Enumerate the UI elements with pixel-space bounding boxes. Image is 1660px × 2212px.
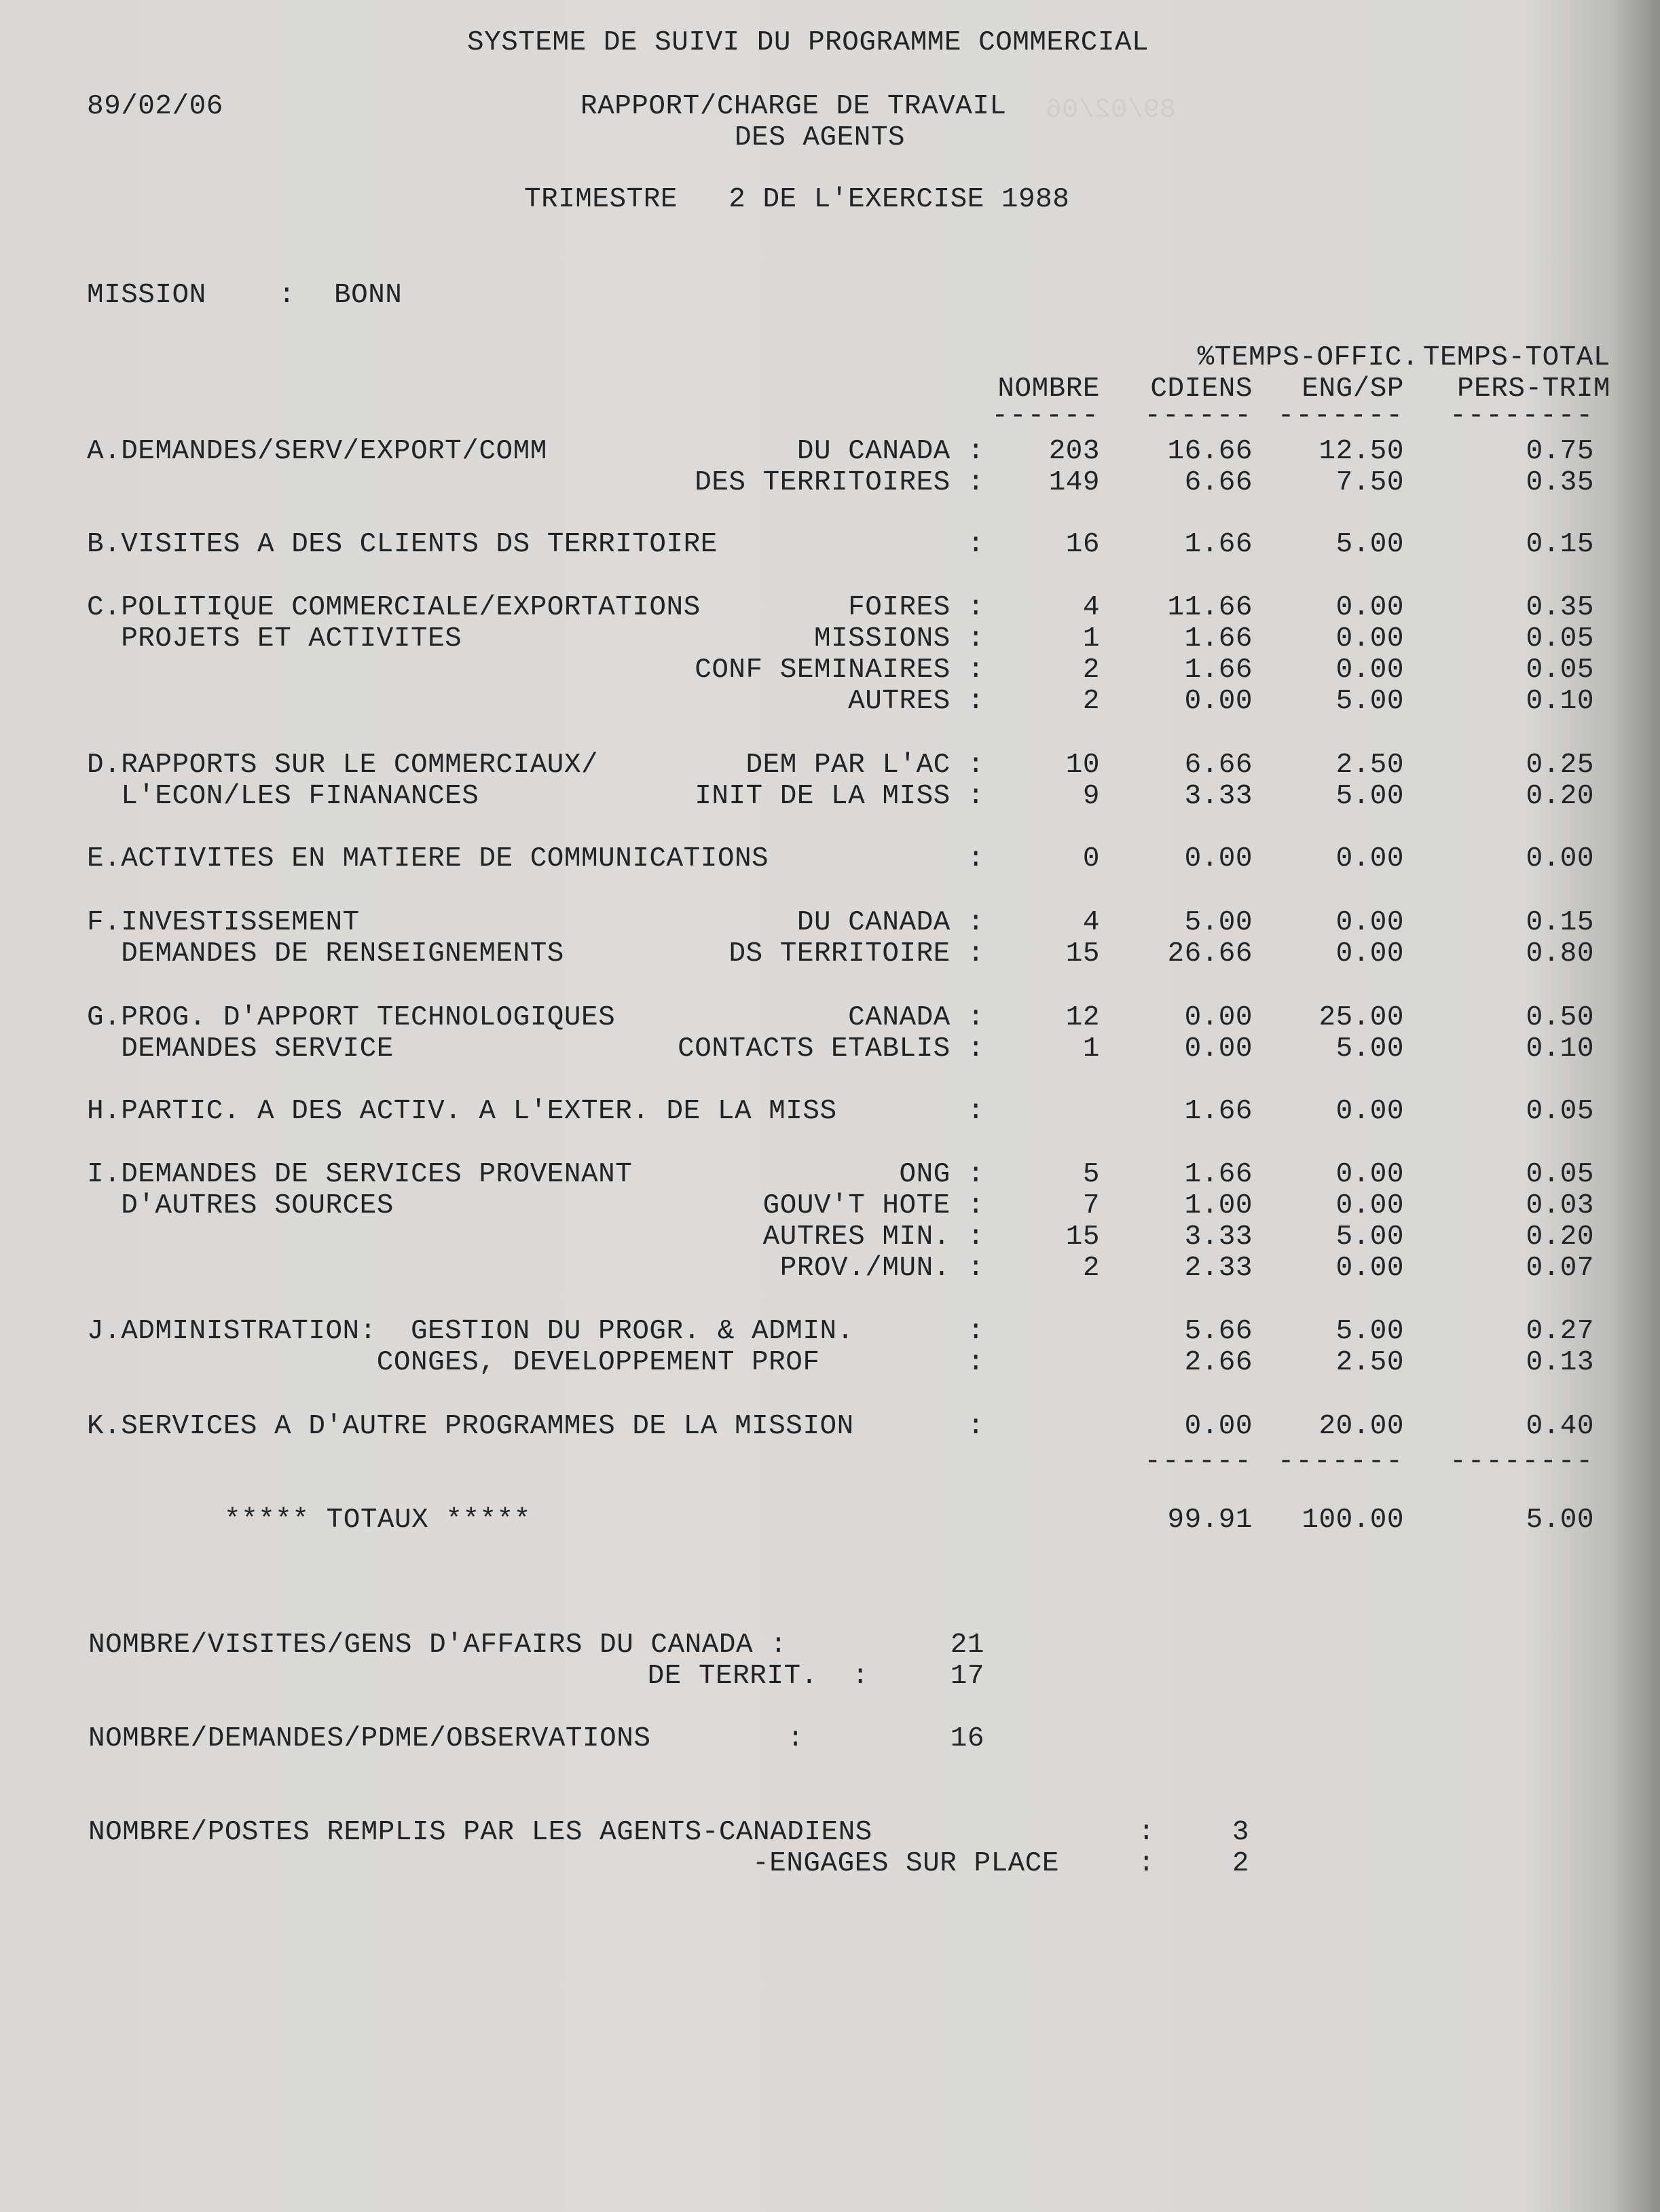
row-engsp: 2.50 xyxy=(1335,750,1404,781)
row-nombre: 7 xyxy=(1082,1190,1100,1221)
row-perstrim: 0.20 xyxy=(1526,781,1594,812)
row-perstrim: 0.27 xyxy=(1526,1316,1594,1347)
row-cdiens: 1.66 xyxy=(1184,623,1253,655)
row-label: B.VISITES A DES CLIENTS DS TERRITOIRE xyxy=(87,529,718,560)
row-cdiens: 1.66 xyxy=(1184,655,1253,686)
row-perstrim: 0.10 xyxy=(1526,686,1594,717)
row-engsp: 12.50 xyxy=(1318,436,1404,467)
row-nombre: 9 xyxy=(1082,781,1100,812)
row-category-label: CONTACTS ETABLIS : xyxy=(678,1033,984,1065)
row-cdiens: 0.00 xyxy=(1184,1411,1253,1442)
row-category-label: MISSIONS : xyxy=(813,623,984,655)
row-category-label: : xyxy=(967,1096,984,1127)
mission-value: BONN xyxy=(334,280,403,311)
column-nombre: NOMBRE xyxy=(997,373,1100,405)
row-label: G.PROG. D'APPORT TECHNOLOGIQUES xyxy=(87,1002,616,1033)
row-category-label: PROV./MUN. : xyxy=(779,1253,984,1284)
row-label: J.ADMINISTRATION: GESTION DU PROGR. & ADMIN. xyxy=(87,1316,854,1347)
mission-separator: : xyxy=(278,280,296,311)
row-engsp: 0.00 xyxy=(1335,1253,1404,1284)
row-nombre: 149 xyxy=(1048,467,1100,498)
row-cdiens: 6.66 xyxy=(1184,467,1253,498)
totals-perstrim: 5.00 xyxy=(1526,1505,1594,1536)
row-category-label: : xyxy=(967,843,984,874)
row-perstrim: 0.00 xyxy=(1526,843,1594,874)
row-engsp: 7.50 xyxy=(1335,467,1404,498)
row-label: DEMANDES DE RENSEIGNEMENTS xyxy=(87,938,564,970)
footer-postes-value-1: 3 xyxy=(1232,1817,1249,1848)
totals-engsp: 100.00 xyxy=(1302,1505,1404,1536)
row-perstrim: 0.07 xyxy=(1526,1253,1594,1284)
report-date: 89/02/06 xyxy=(87,91,223,122)
row-engsp: 5.00 xyxy=(1335,1033,1404,1065)
row-category-label: : xyxy=(967,1316,984,1347)
column-group-pct: %TEMPS-OFFIC. xyxy=(1197,342,1419,373)
row-cdiens: 26.66 xyxy=(1167,938,1253,970)
row-category-label: DS TERRITOIRE : xyxy=(728,938,984,970)
footer-demandes-value: 16 xyxy=(950,1723,984,1754)
row-cdiens: 2.33 xyxy=(1184,1253,1253,1284)
footer-postes-line-2: -ENGAGES SUR PLACE xyxy=(752,1848,1059,1879)
row-category-label: DES TERRITOIRES : xyxy=(695,467,984,498)
row-cdiens: 1.66 xyxy=(1184,1159,1253,1190)
footer-visits-value-2: 17 xyxy=(950,1661,984,1692)
totals-rule-engsp: ------- xyxy=(1277,1446,1404,1477)
row-perstrim: 0.15 xyxy=(1526,529,1594,560)
row-nombre: 4 xyxy=(1082,907,1100,938)
totals-label: ***** TOTAUX ***** xyxy=(224,1505,531,1536)
report-period: TRIMESTRE 2 DE L'EXERCISE 1988 xyxy=(524,184,1070,215)
row-label: F.INVESTISSEMENT xyxy=(87,907,360,938)
row-engsp: 0.00 xyxy=(1335,655,1404,686)
row-label: K.SERVICES A D'AUTRE PROGRAMMES DE LA MISSION xyxy=(87,1411,854,1442)
system-title: SYSTEME DE SUIVI DU PROGRAMME COMMERCIAL xyxy=(467,27,1149,58)
row-engsp: 0.00 xyxy=(1335,938,1404,970)
row-label: L'ECON/LES FINANANCES xyxy=(87,781,479,812)
row-perstrim: 0.50 xyxy=(1526,1002,1594,1033)
row-nombre: 15 xyxy=(1065,938,1100,970)
row-perstrim: 0.75 xyxy=(1526,436,1594,467)
row-category-label: DEM PAR L'AC : xyxy=(745,750,984,781)
row-cdiens: 11.66 xyxy=(1167,592,1253,623)
footer-postes-separator-2: : xyxy=(1138,1848,1156,1879)
row-engsp: 5.00 xyxy=(1335,1316,1404,1347)
row-engsp: 0.00 xyxy=(1335,1096,1404,1127)
row-perstrim: 0.05 xyxy=(1526,655,1594,686)
rule-perstrim: -------- xyxy=(1450,401,1594,432)
row-engsp: 0.00 xyxy=(1335,1190,1404,1221)
row-cdiens: 0.00 xyxy=(1184,1033,1253,1065)
row-label: CONGES, DEVELOPPEMENT PROF xyxy=(87,1347,820,1378)
footer-demandes-line: NOMBRE/DEMANDES/PDME/OBSERVATIONS : xyxy=(88,1723,805,1754)
row-nombre: 1 xyxy=(1082,623,1100,655)
row-cdiens: 3.33 xyxy=(1184,1221,1253,1253)
row-label: PROJETS ET ACTIVITES xyxy=(87,623,462,655)
row-category-label: DU CANADA : xyxy=(796,907,984,938)
report-title-line-2: DES AGENTS xyxy=(735,122,906,153)
row-perstrim: 0.20 xyxy=(1526,1221,1594,1253)
row-category-label: : xyxy=(967,529,984,560)
row-perstrim: 0.13 xyxy=(1526,1347,1594,1378)
row-perstrim: 0.05 xyxy=(1526,623,1594,655)
column-perstrim: PERS-TRIM xyxy=(1457,373,1610,405)
footer-postes-line-1: NOMBRE/POSTES REMPLIS PAR LES AGENTS-CANADIENS xyxy=(88,1817,872,1848)
row-engsp: 2.50 xyxy=(1335,1347,1404,1378)
bleed-through: 89/02/06 xyxy=(1046,95,1177,126)
row-engsp: 20.00 xyxy=(1318,1411,1404,1442)
row-category-label: GOUV'T HOTE : xyxy=(762,1190,984,1221)
row-category-label: : xyxy=(967,1411,984,1442)
row-category-label: ONG : xyxy=(899,1159,984,1190)
row-label: E.ACTIVITES EN MATIERE DE COMMUNICATIONS xyxy=(87,843,769,874)
footer-postes-separator-1: : xyxy=(1138,1817,1156,1848)
row-cdiens: 1.66 xyxy=(1184,1096,1253,1127)
totals-rule-perstrim: -------- xyxy=(1450,1446,1594,1477)
row-engsp: 5.00 xyxy=(1335,529,1404,560)
row-nombre: 203 xyxy=(1048,436,1100,467)
row-nombre: 12 xyxy=(1065,1002,1100,1033)
row-cdiens: 0.00 xyxy=(1184,1002,1253,1033)
row-engsp: 5.00 xyxy=(1335,781,1404,812)
row-cdiens: 1.66 xyxy=(1184,529,1253,560)
rule-engsp: ------- xyxy=(1277,401,1404,432)
row-category-label: AUTRES : xyxy=(848,686,984,717)
row-cdiens: 1.00 xyxy=(1184,1190,1253,1221)
row-label: C.POLITIQUE COMMERCIALE/EXPORTATIONS xyxy=(87,592,701,623)
row-perstrim: 0.35 xyxy=(1526,467,1594,498)
row-perstrim: 0.35 xyxy=(1526,592,1594,623)
row-engsp: 25.00 xyxy=(1318,1002,1404,1033)
row-label: DEMANDES SERVICE xyxy=(87,1033,394,1065)
row-category-label: DU CANADA : xyxy=(796,436,984,467)
row-label: H.PARTIC. A DES ACTIV. A L'EXTER. DE LA MISS xyxy=(87,1096,837,1127)
row-label: D'AUTRES SOURCES xyxy=(87,1190,394,1221)
row-nombre: 1 xyxy=(1082,1033,1100,1065)
row-category-label: CONF SEMINAIRES : xyxy=(695,655,984,686)
row-engsp: 5.00 xyxy=(1335,1221,1404,1253)
row-nombre: 2 xyxy=(1082,686,1100,717)
row-perstrim: 0.25 xyxy=(1526,750,1594,781)
column-group-total: TEMPS-TOTAL xyxy=(1422,342,1610,373)
row-nombre: 0 xyxy=(1082,843,1100,874)
row-perstrim: 0.03 xyxy=(1526,1190,1594,1221)
row-label: I.DEMANDES DE SERVICES PROVENANT xyxy=(87,1159,633,1190)
footer-postes-value-2: 2 xyxy=(1232,1848,1249,1879)
row-engsp: 5.00 xyxy=(1335,686,1404,717)
totals-rule-cdiens: ------ xyxy=(1144,1446,1253,1477)
row-perstrim: 0.10 xyxy=(1526,1033,1594,1065)
row-engsp: 0.00 xyxy=(1335,1159,1404,1190)
row-nombre: 4 xyxy=(1082,592,1100,623)
footer-visits-value-1: 21 xyxy=(950,1629,984,1661)
row-engsp: 0.00 xyxy=(1335,592,1404,623)
row-nombre: 10 xyxy=(1065,750,1100,781)
row-nombre: 2 xyxy=(1082,655,1100,686)
rule-cdiens: ------ xyxy=(1144,401,1253,432)
row-category-label: AUTRES MIN. : xyxy=(762,1221,984,1253)
column-cdiens: CDIENS xyxy=(1150,373,1253,405)
row-cdiens: 16.66 xyxy=(1167,436,1253,467)
totals-cdiens: 99.91 xyxy=(1167,1505,1253,1536)
footer-visits-line-1: NOMBRE/VISITES/GENS D'AFFAIRS DU CANADA : xyxy=(88,1629,788,1661)
row-category-label: FOIRES : xyxy=(848,592,984,623)
row-category-label: : xyxy=(933,1347,984,1378)
row-cdiens: 0.00 xyxy=(1184,843,1253,874)
row-category-label: INIT DE LA MISS : xyxy=(695,781,984,812)
row-engsp: 0.00 xyxy=(1335,623,1404,655)
row-cdiens: 2.66 xyxy=(1184,1347,1253,1378)
row-nombre: 5 xyxy=(1082,1159,1100,1190)
row-cdiens: 5.00 xyxy=(1184,907,1253,938)
row-nombre: 15 xyxy=(1065,1221,1100,1253)
report-title-line-1: RAPPORT/CHARGE DE TRAVAIL xyxy=(580,91,1007,122)
mission-label: MISSION xyxy=(87,280,206,311)
row-nombre: 2 xyxy=(1082,1253,1100,1284)
row-engsp: 0.00 xyxy=(1335,907,1404,938)
row-category-label: CANADA : xyxy=(848,1002,984,1033)
column-engsp: ENG/SP xyxy=(1302,373,1404,405)
row-perstrim: 0.15 xyxy=(1526,907,1594,938)
row-cdiens: 5.66 xyxy=(1184,1316,1253,1347)
row-perstrim: 0.05 xyxy=(1526,1159,1594,1190)
row-label: D.RAPPORTS SUR LE COMMERCIAUX/ xyxy=(87,750,599,781)
row-perstrim: 0.80 xyxy=(1526,938,1594,970)
row-cdiens: 6.66 xyxy=(1184,750,1253,781)
row-label: A.DEMANDES/SERV/EXPORT/COMM xyxy=(87,436,547,467)
row-engsp: 0.00 xyxy=(1335,843,1404,874)
rule-nombre: ------ xyxy=(991,401,1100,432)
footer-visits-line-2: DE TERRIT. : xyxy=(647,1661,869,1692)
row-perstrim: 0.05 xyxy=(1526,1096,1594,1127)
row-cdiens: 0.00 xyxy=(1184,686,1253,717)
row-perstrim: 0.40 xyxy=(1526,1411,1594,1442)
row-nombre: 16 xyxy=(1065,529,1100,560)
row-cdiens: 3.33 xyxy=(1184,781,1253,812)
